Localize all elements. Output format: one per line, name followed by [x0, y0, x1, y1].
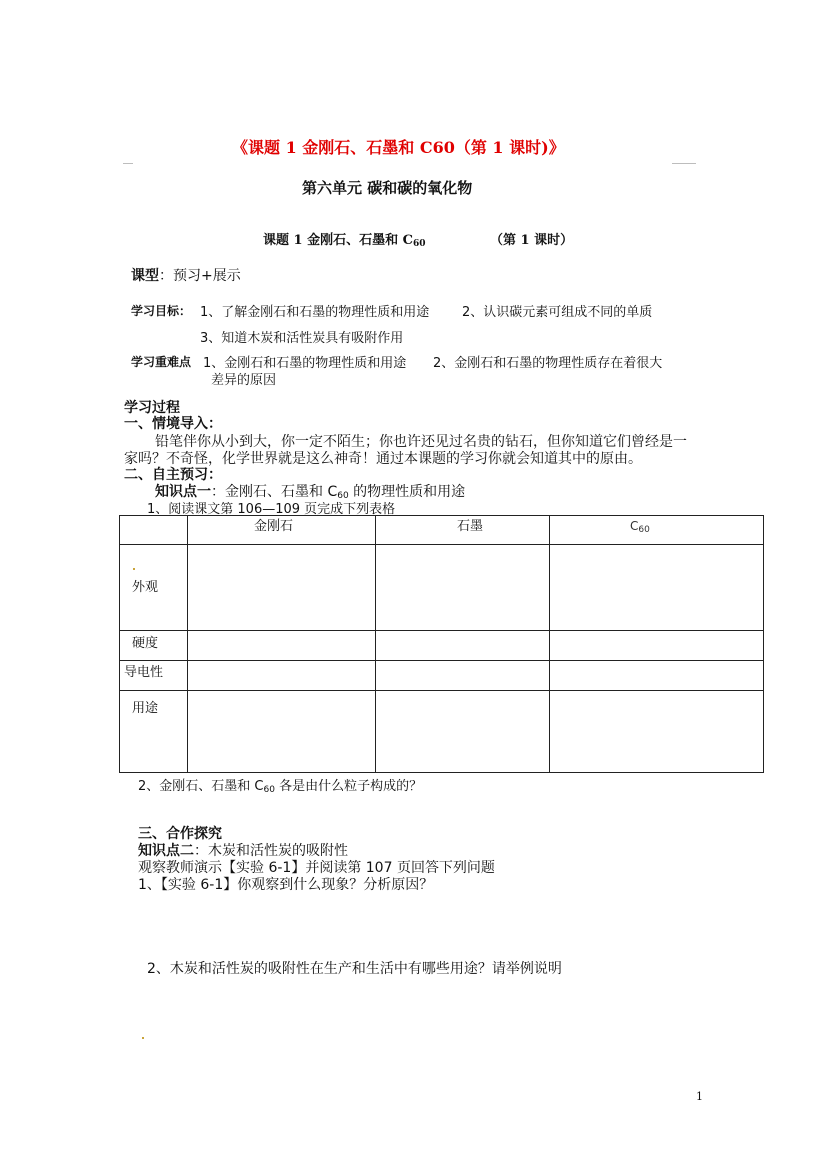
header-c60-sub: 60 [638, 525, 650, 535]
section-1-para-line-2: 家吗？不奇怪，化学世界就是这么神奇！通过本课题的学习你就会知道其中的原由。 [124, 451, 642, 467]
key-1: 1、金刚石和石墨的物理性质和用途 [203, 356, 407, 371]
kp1-label: 知识点一 [155, 484, 211, 500]
table-cell[interactable] [550, 661, 764, 691]
section-3-heading: 三、合作探究 [138, 826, 222, 842]
table-cell[interactable] [376, 631, 550, 661]
key-label: 学习重难点 [131, 355, 192, 369]
q2-text: 2、金刚石、石墨和 C [138, 779, 264, 794]
page-number: 1 [696, 1090, 703, 1103]
kp1-text: ：金刚石、石墨和 C [211, 484, 338, 500]
red-title: 《课题 1 金刚石、石墨和 C60（第 1 课时)》 [232, 138, 565, 157]
properties-table [119, 515, 764, 773]
header-cell-c60 [550, 516, 764, 545]
key-2-cont: 差异的原因 [211, 373, 277, 388]
header-rule-left [123, 163, 133, 164]
table-cell[interactable] [188, 691, 376, 773]
header-graphite-text: 石墨 [457, 519, 484, 534]
key-2: 2、金刚石和石墨的物理性质存在着很大 [433, 356, 663, 371]
row-label-cell [120, 545, 188, 631]
table-row [120, 661, 764, 691]
table-header-row [120, 516, 764, 545]
table-row [120, 545, 764, 631]
kp2-label: 知识点二 [138, 843, 194, 859]
table-cell[interactable] [188, 631, 376, 661]
table-cell[interactable] [188, 545, 376, 631]
table-row [120, 691, 764, 773]
coop-question-2: 2、木炭和活性炭的吸附性在生产和生活中有哪些用途？请举例说明 [147, 961, 562, 977]
row-label-cell [120, 631, 188, 661]
header-cell-graphite [376, 516, 550, 545]
lesson-period: （第 1 课时） [490, 233, 574, 248]
section-1-para-line-1: 铅笔伴你从小到大，你一定不陌生；你也许还见过名贵的钻石，但你知道它们曾经是一 [155, 434, 687, 450]
header-c60-text [550, 519, 763, 535]
stray-mark [142, 1037, 144, 1039]
table-cell[interactable] [550, 691, 764, 773]
lesson-title-sub: 60 [412, 239, 426, 249]
goal-2: 2、认识碳元素可组成不同的单质 [462, 305, 653, 320]
observe-instruction: 观察教师演示【实验 6-1】并阅读第 107 页回答下列问题 [138, 860, 495, 876]
table-cell[interactable] [376, 545, 550, 631]
coop-question-1: 1、【实验 6-1】你观察到什么现象？分析原因？ [138, 877, 434, 893]
row-label-usage: 用途 [132, 701, 159, 716]
header-c60-letter: C [630, 519, 639, 533]
kp1-tail: 的物理性质和用途 [348, 484, 466, 500]
goal-3: 3、知道木炭和活性炭具有吸附作用 [200, 331, 404, 346]
task-1: 1、阅读课文第 106—109 页完成下列表格 [147, 502, 396, 517]
table-cell[interactable] [376, 661, 550, 691]
q2-tail: 各是由什么粒子构成的？ [274, 779, 423, 794]
section-1-heading: 一、情境导入： [124, 416, 222, 432]
stray-mark [133, 568, 135, 570]
table-cell[interactable] [550, 545, 764, 631]
unit-title: 第六单元 碳和碳的氧化物 [302, 179, 473, 197]
question-2 [138, 775, 422, 795]
goals-label: 学习目标： [131, 304, 192, 318]
lesson-title-text: 课题 1 金刚石、石墨和 C [263, 233, 413, 248]
lesson-type-value: ：预习+展示 [159, 268, 241, 284]
header-corner-cell [120, 516, 188, 545]
header-diamond-text: 金刚石 [254, 519, 294, 534]
row-label-hardness: 硬度 [132, 636, 159, 651]
section-2-heading: 二、自主预习： [124, 467, 222, 483]
table-row [120, 631, 764, 661]
table-cell[interactable] [376, 691, 550, 773]
kp2-text: ：木炭和活性炭的吸附性 [194, 843, 348, 859]
goal-1: 1、了解金刚石和石墨的物理性质和用途 [200, 305, 430, 320]
lesson-type-label: 课型 [131, 268, 159, 284]
row-label-cell [120, 691, 188, 773]
row-label-cell [120, 661, 188, 691]
table-cell[interactable] [188, 661, 376, 691]
lesson-type [131, 265, 241, 285]
header-rule-right [672, 163, 696, 164]
process-heading: 学习过程 [124, 400, 180, 416]
row-label-conductivity: 导电性 [124, 665, 164, 680]
q2-sub: 60 [263, 785, 275, 795]
row-label-appearance: 外观 [132, 580, 159, 595]
lesson-title [263, 229, 426, 249]
header-cell-diamond [188, 516, 376, 545]
kp1-sub: 60 [337, 491, 349, 501]
table-cell[interactable] [550, 631, 764, 661]
